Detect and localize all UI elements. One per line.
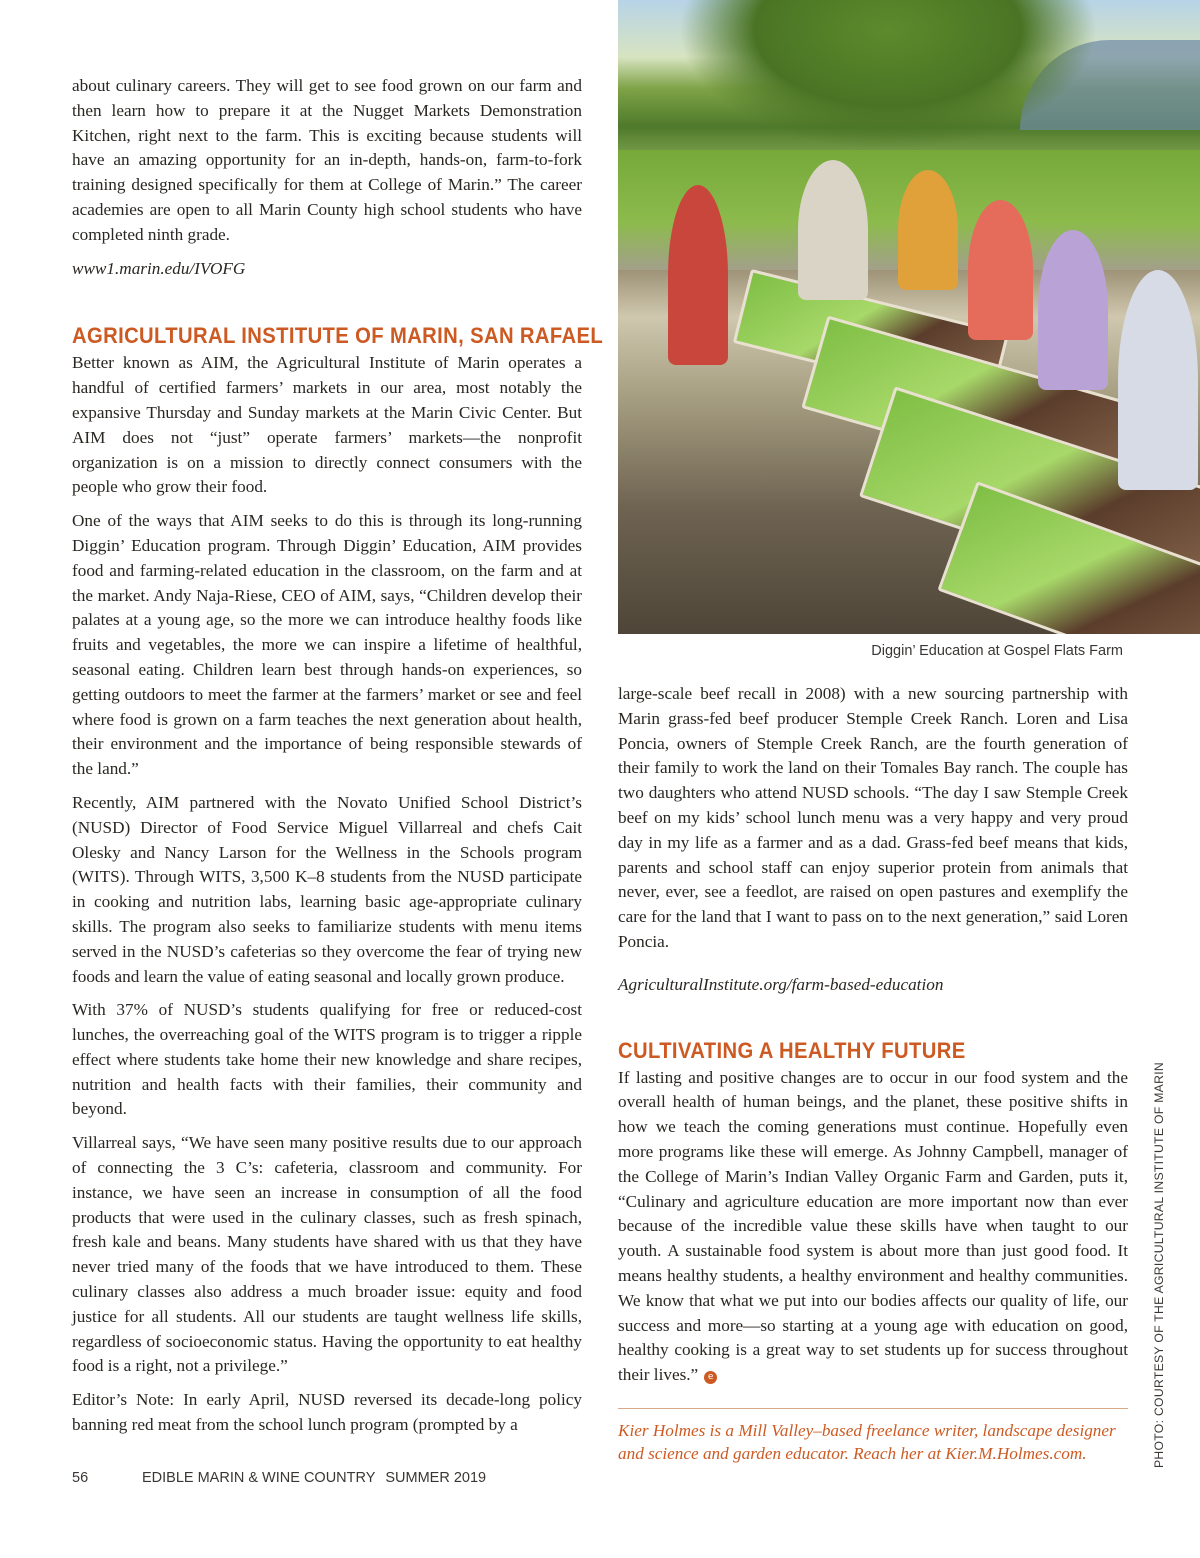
right-column <box>618 682 1128 1474</box>
future-paragraph-text: If lasting and positive changes are to occur in our food system and the overall health of human beings, and the planet, these positive shifts in how we teach the coming generations must continue. Hopefully even more programs like these will emerge. As Johnny Campbell, manager of the College of Marin’s Indian Valley Organic Farm and Garden, puts it, “Culinary and agriculture education are more important now than ever because of the incredible value these skills have when taught to our youth. A sustainable food system is about more than just good food. It means healthy students, a healthy environment and healthy communities. We know that what we put into our bodies affects our quality of life, our success and more—so starting at a young age with education on good, healthy cooking is a great way to set students up for success throughout their lives.” <box>618 1067 1128 1385</box>
continued-paragraph: large-scale beef recall in 2008) with a new sourcing partnership with Marin grass-fed beef producer Stemple Creek Ranch. Loren and Lisa Poncia, owners of Stemple Creek Ranch, are the fourth generation of their family to work the land on their Tomales Bay ranch. The couple has two daughters who attend NUSD schools. “The day I saw Stemple Creek beef on my kids’ school lunch menu was a very happy and very proud day in my life as a farmer and as a dad. Grass-fed beef means that kids, parents and school staff can enjoy superior protein from animals that never, ever, see a feedlot, are raised on open pastures and exemplify the care for the land that I want to pass on to the next generation,” said Loren Poncia. <box>618 684 1128 951</box>
bio-divider <box>618 1408 1128 1409</box>
author-bio: Kier Holmes is a Mill Valley–based freelance writer, landscape designer and science and garden educator. Reach her at Kier.M.Holmes.com. <box>618 1420 1116 1463</box>
aim-paragraph-5: Villarreal says, “We have seen many positive results due to our approach of connecting the 3 C’s: cafeteria, classroom and community. For instance, we have seen an increase in consumption of all the food products that were used in the culinary classes, such as fresh spinach, fresh kale and beans. Many students have shared with us that they have never tried many of the foods that we have introduced to them. These culinary classes also address a much broader issue: equity and food justice for all students. All our students are taught wellness life skills, regardless of socioeconomic status. Having the opportunity to eat healthy food is a right, not a privilege.” <box>72 1133 582 1376</box>
photo-tree <box>678 0 1098 150</box>
future-paragraph <box>618 1066 1128 1388</box>
farmer-figure <box>798 160 868 300</box>
aim-paragraph-3: Recently, AIM partnered with the Novato Unified School District’s (NUSD) Director of Food Service Miguel Villarreal and chefs Cait Olesky and Nancy Larson for the Wellness in the Schools program (WITS). Through WITS, 3,500 K–8 students from the NUSD participate in cooking and nutrition labs, learning basic age-appropriate culinary skills. The program also seeks to familiarize students with menu items served in the NUSD’s cafeterias so they overcome the fear of trying new foods and learn the value of eating seasonal and locally grown produce. <box>72 792 582 986</box>
photo-credit <box>1152 1062 1168 1469</box>
aim-url[interactable]: AgriculturalInstitute.org/farm-based-education <box>618 974 944 994</box>
left-column <box>72 74 604 1447</box>
child-figure <box>1118 270 1198 490</box>
issue-date: SUMMER 2019 <box>385 1470 487 1486</box>
child-figure <box>898 170 958 290</box>
child-figure <box>968 200 1033 340</box>
future-heading: CULTIVATING A HEALTHY FUTURE <box>618 1037 966 1063</box>
aim-paragraph-2: One of the ways that AIM seeks to do this is through its long-running Diggin’ Education program. Through Diggin’ Education, AIM provides food and farming-related education in the classroom, on the farm and at the market. Andy Naja-Riese, CEO of AIM, says, “Children develop their palates at a young age, so the more we can introduce healthy foods like fruits and vegetables, the more we can inspire a lifetime of healthful, seasonal eating. Children learn best through hands-on experiences, so getting outdoors to meet the farmer at the farmers’ market or see and feel where food is grown on a farm teaches the next generation about health, their environment and the importance of being responsible stewards of the land.” <box>72 511 582 779</box>
page-footer <box>72 1470 486 1486</box>
farm-photo <box>618 0 1200 634</box>
aim-paragraph-4: With 37% of NUSD’s students qualifying for free or reduced-cost lunches, the overreaching goal of the WITS program is to trigger a ripple effect where students take home their new knowledge and share recipes, nutrition and health facts with their families, their community and beyond. <box>72 1000 582 1119</box>
intro-paragraph: about culinary careers. They will get to see food grown on our farm and then learn how to prepare it at the Nugget Markets Demonstration Kitchen, right next to the farm. This is exciting because students will have an amazing opportunity for an in-depth, hands-on, farm-to-fork training designed specifically for them at College of Marin.” The career academies are open to all Marin County high school students who have completed ninth grade. <box>72 76 582 244</box>
edible-end-icon: e <box>704 1371 717 1384</box>
publication-name: EDIBLE MARIN & WINE COUNTRY <box>142 1470 376 1486</box>
photo-credit-text: PHOTO: COURTESY OF THE AGRICULTURAL INSTITUTE OF MARIN <box>1152 1062 1166 1469</box>
photo-caption: Diggin’ Education at Gospel Flats Farm <box>871 643 1123 659</box>
aim-paragraph-1: Better known as AIM, the Agricultural Institute of Marin operates a handful of certified farmers’ markets in our area, most notably the expansive Thursday and Sunday markets at the Marin Civic Center. But AIM does not “just” operate farmers’ markets—the nonprofit organization is on a mission to directly connect consumers with the people who grow their food. <box>72 353 582 497</box>
child-figure <box>1038 230 1108 390</box>
college-of-marin-url[interactable]: www1.marin.edu/IVOFG <box>72 258 246 278</box>
child-figure <box>668 185 728 365</box>
editors-note-paragraph: Editor’s Note: In early April, NUSD reversed its decade-long policy banning red meat from the school lunch program (prompted by a <box>72 1390 582 1435</box>
page-number: 56 <box>72 1470 89 1486</box>
aim-heading: AGRICULTURAL INSTITUTE OF MARIN, SAN RAFAEL <box>72 323 604 349</box>
